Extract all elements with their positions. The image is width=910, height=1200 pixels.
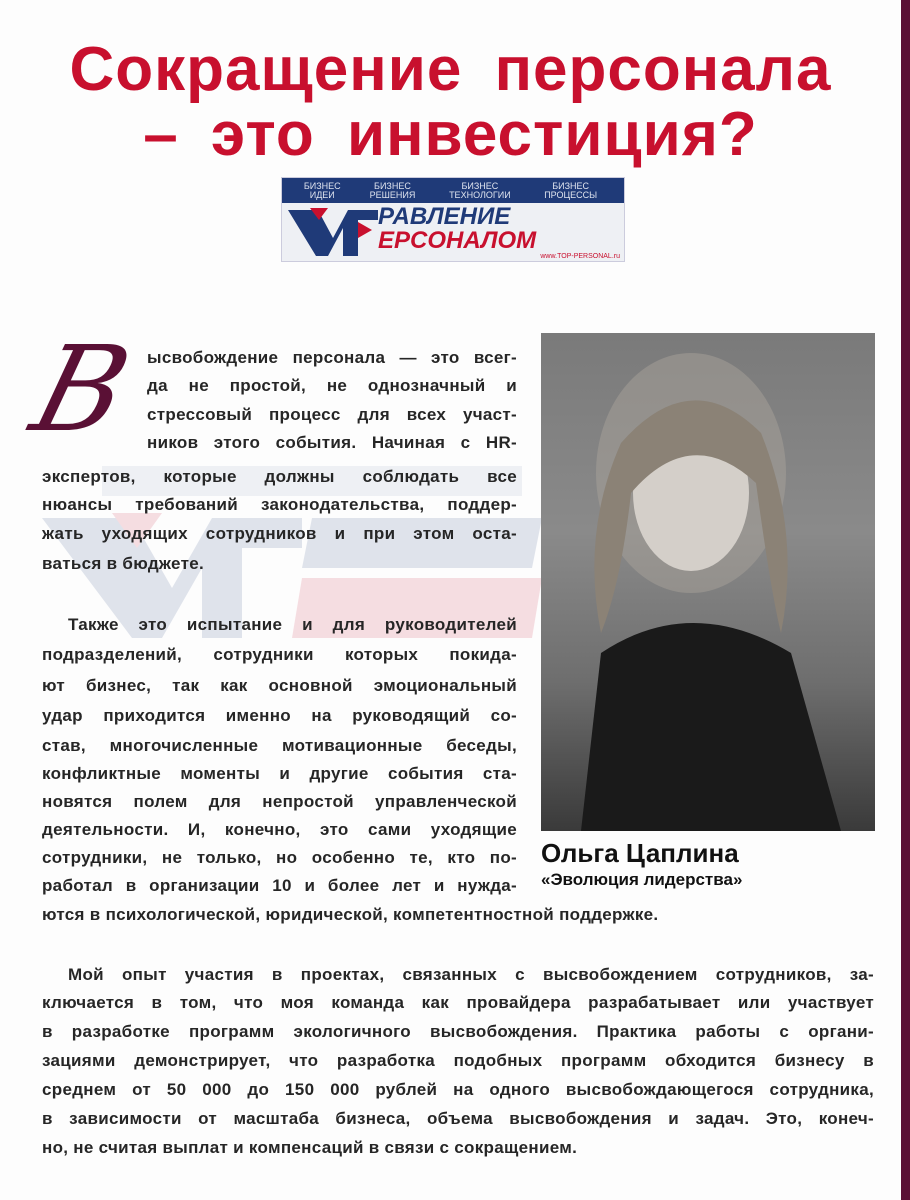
text-line: но, не считая выплат и компенсаций в связи с сокращением. xyxy=(42,1138,578,1157)
text-line: новятся полем для непростой управленческой xyxy=(42,792,517,811)
text-line: зациями демонстрирует, что разработка подобных программ обходится бизнесу в xyxy=(42,1051,874,1070)
text-line: удар приходится именно на руководящий со- xyxy=(42,706,517,725)
text-line: подразделений, сотрудники которых покида- xyxy=(42,645,517,664)
drop-cap: В xyxy=(19,320,144,458)
text-line: ются в психологической, юридической, компетентностной поддержке. xyxy=(42,905,659,924)
text-line: ют бизнес, так как основной эмоциональный xyxy=(42,676,517,695)
author-company: «Эволюция лидерства» xyxy=(541,870,743,889)
magazine-logo xyxy=(281,177,625,262)
logo-word-1: РАВЛЕНИЕ xyxy=(378,203,511,230)
logo-tag: БИЗНЕС ТЕХНОЛОГИИ xyxy=(449,180,511,200)
text-line: сотрудники, не только, но особенно те, кто по- xyxy=(42,848,517,867)
text-line: работал в организации 10 и более лет и нужда- xyxy=(42,876,517,895)
text-line: ысвобождение персонала — это всег- xyxy=(147,348,517,367)
logo-tag: БИЗНЕС ПРОЦЕССЫ xyxy=(544,180,598,200)
text-line: среднем от 50 000 до 150 000 рублей на одного высвобождающегося сотрудника, xyxy=(42,1080,874,1099)
headline-line-1: Сокращение персонала xyxy=(69,35,832,104)
author-photo xyxy=(541,333,875,831)
text-line: ников этого события. Начиная с HR- xyxy=(147,433,517,452)
text-line: да не простой, не однозначный и xyxy=(147,376,517,395)
text-line: нюансы требований законодательства, поддер- xyxy=(42,495,517,514)
logo-tag: БИЗНЕС ИДЕИ xyxy=(303,180,341,200)
text-line: ваться в бюджете. xyxy=(42,554,204,573)
text-line: став, многочисленные мотивационные беседы, xyxy=(42,736,517,755)
text-line: стрессовый процесс для всех участ- xyxy=(147,405,517,424)
author-name: Ольга Цаплина xyxy=(541,838,739,868)
text-line: ключается в том, что моя команда как провайдера разрабатывает или участвует xyxy=(42,993,874,1012)
text-line: в зависимости от масштаба бизнеса, объема высвобождения и задач. Это, конеч- xyxy=(42,1109,874,1128)
logo-word-2: ЕРСОНАЛОМ xyxy=(378,227,537,254)
page-edge-band xyxy=(901,0,910,1200)
text-line: жать уходящих сотрудников и при этом оста- xyxy=(42,524,517,543)
text-line: конфликтные моменты и другие события ста- xyxy=(42,764,517,783)
logo-up-mark-icon xyxy=(288,208,378,256)
headline-line-2: – это инвестиция? xyxy=(143,100,758,169)
text-line: Также это испытание и для руководителей xyxy=(68,615,517,634)
text-line: экспертов, которые должны соблюдать все xyxy=(42,467,517,486)
logo-tag: БИЗНЕС РЕШЕНИЯ xyxy=(369,180,416,200)
text-line: Мой опыт участия в проектах, связанных с высвобождением сотрудников, за- xyxy=(68,965,874,984)
logo-url: www.TOP-PERSONAL.ru xyxy=(540,253,620,260)
text-line: деятельности. И, конечно, это сами уходящие xyxy=(42,820,517,839)
text-line: в разработке программ экологичного высвобождения. Практика работы с органи- xyxy=(42,1022,874,1041)
